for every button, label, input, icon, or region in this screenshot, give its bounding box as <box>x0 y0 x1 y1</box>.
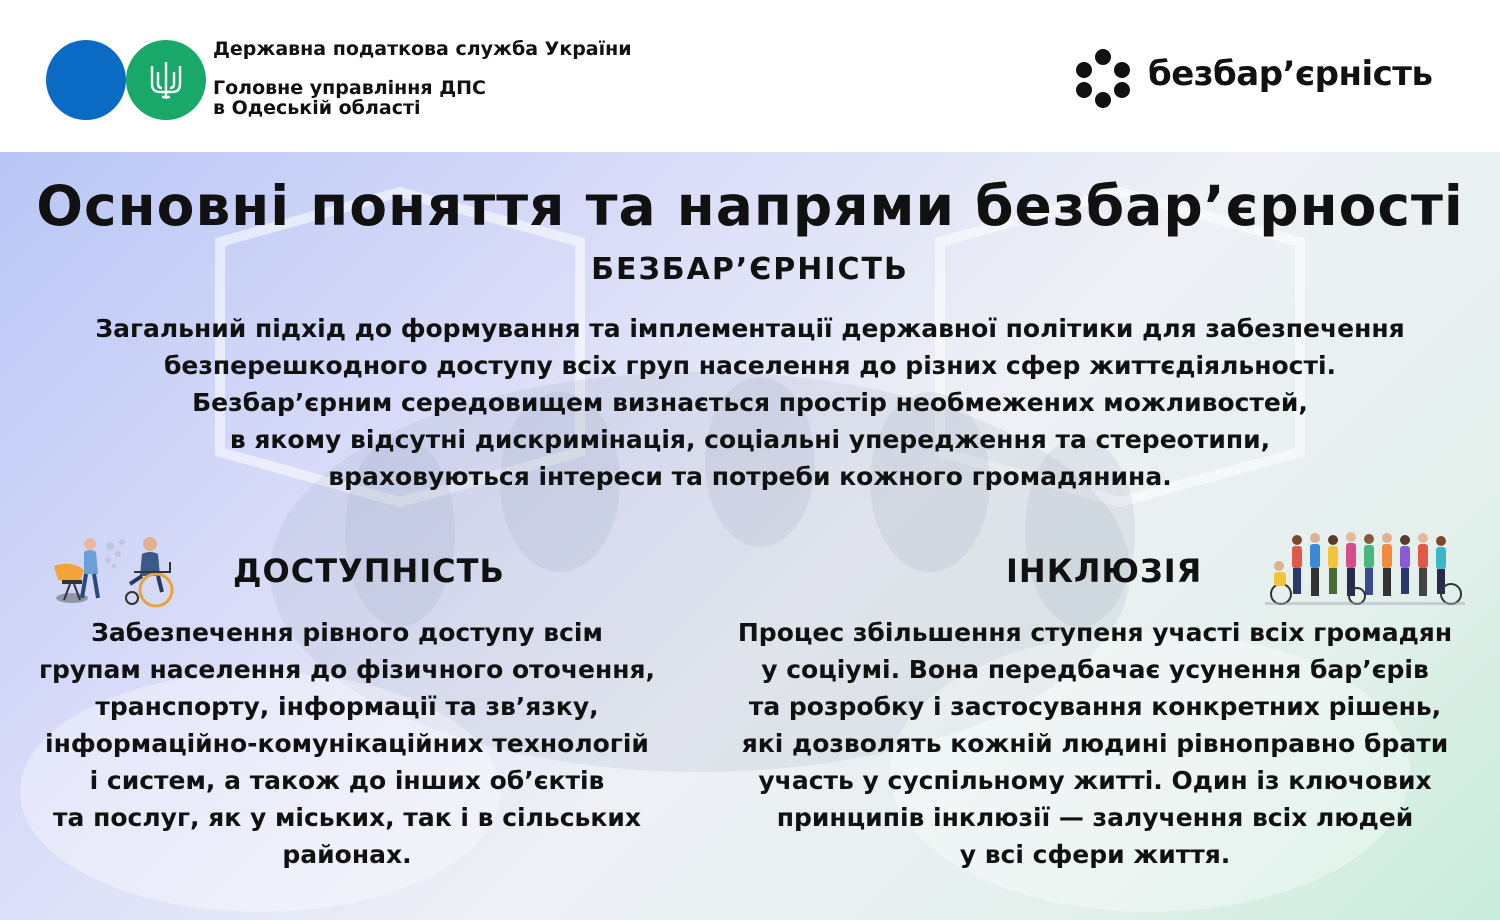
intro-line: враховуються інтереси та потреби кожного громадянина. <box>328 462 1172 491</box>
accessibility-line: інформаційно-комунікаційних технологій <box>45 729 649 758</box>
intro-line: безперешкодного доступу всіх груп населення до різних сфер життєдіяльності. <box>163 351 1337 380</box>
inclusion-heading: ІНКЛЮЗІЯ <box>1006 552 1203 590</box>
wheelchair-people-illustration-icon <box>50 532 182 610</box>
accessibility-line: Забезпечення рівного доступу всім <box>91 618 603 647</box>
inclusion-line: у соціумі. Вона передбачає усунення бар’єрів <box>761 655 1429 684</box>
intro-line: в якому відсутні дискримінація, соціальні упередження та стереотипи, <box>229 425 1271 454</box>
intro-line: Загальний підхід до формування та імплементації державної політики для забезпечення <box>95 314 1405 343</box>
intro-line: Безбар’єрним середовищем визнається простір необмежених можливостей, <box>192 388 1308 417</box>
diverse-crowd-illustration-icon <box>1265 532 1465 606</box>
intro-text <box>0 310 1500 495</box>
accessibility-line: групам населення до фізичного оточення, <box>38 655 656 684</box>
org-subdivision <box>213 78 486 118</box>
bezbarernist-logo-text: безбар’єрність <box>1148 54 1433 94</box>
accessibility-heading: ДОСТУПНІСТЬ <box>233 552 505 590</box>
inclusion-line: Процес збільшення ступеня участі всіх громадян <box>737 618 1453 647</box>
bezbarernist-dots-icon <box>1074 48 1132 108</box>
org-sub-line1: Головне управління ДПС <box>213 77 487 99</box>
inclusion-line: які дозволять кожній людині рівноправно брати <box>741 729 1449 758</box>
accessibility-line: і систем, а також до інших об’єктів <box>89 766 605 795</box>
inclusion-line: та розробку і застосування конкретних рішень, <box>748 692 1442 721</box>
dps-logo <box>46 40 208 120</box>
inclusion-line: у всі сфери життя. <box>959 840 1231 869</box>
accessibility-line: районах. <box>282 840 412 869</box>
inclusion-line: участь у суспільному житті. Один із ключових <box>758 766 1432 795</box>
org-sub-line2: в Одеській області <box>213 97 421 119</box>
accessibility-line: транспорту, інформації та зв’язку, <box>95 692 599 721</box>
page-title: Основні поняття та напрями безбар’єрності <box>36 174 1464 238</box>
inclusion-text <box>705 614 1485 873</box>
accessibility-line: та послуг, як у міських, так і в сільських <box>53 803 641 832</box>
accessibility-text <box>12 614 682 873</box>
green-circle <box>126 40 206 120</box>
blue-circle <box>46 40 126 120</box>
main-panel <box>0 152 1500 920</box>
page-subtitle: БЕЗБАР’ЄРНІСТЬ <box>591 252 909 287</box>
inclusion-line: принципів інклюзії — залучення всіх людей <box>776 803 1414 832</box>
trident-icon <box>146 58 186 102</box>
org-name: Державна податкова служба України <box>213 38 632 60</box>
header <box>0 0 1500 152</box>
